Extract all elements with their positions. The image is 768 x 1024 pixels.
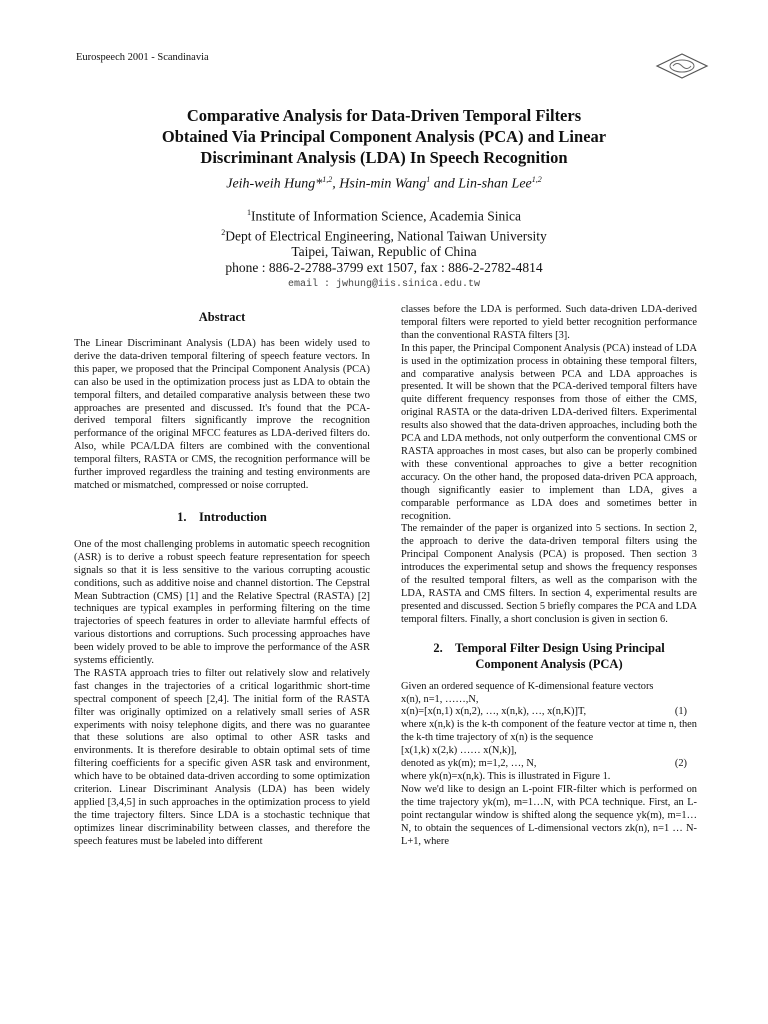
section-2-line-7: where yk(n)=x(n,k). This is illustrated in Figure 1.: [401, 771, 611, 782]
equation-1: [401, 706, 697, 719]
contact-email: email : jwhung@iis.sinica.edu.tw: [287, 279, 481, 290]
equation-2: [401, 758, 697, 771]
title-line-2: Obtained Via Principal Component Analysis (PCA) and Linear: [161, 127, 607, 146]
section-2-line-4: where x(n,k) is the k-th component of the feature vector at time n, then the k-th time trajectory of x(n) is the sequence: [401, 719, 697, 744]
left-column: [74, 309, 370, 849]
eurospeech-logo-icon: [655, 52, 709, 80]
author-separator: and: [430, 176, 459, 192]
affiliations: [100, 205, 668, 293]
author-3-affil: 1,2: [531, 175, 542, 184]
affiliation-1: [100, 205, 668, 225]
section-2-line-1: Given an ordered sequence of K-dimensional feature vectors: [401, 680, 654, 692]
equation-2-text: denoted as yk(m); m=1,2, …, N,: [401, 758, 537, 770]
affiliation-marker: 1: [247, 208, 252, 217]
abstract-heading: Abstract: [198, 310, 246, 324]
intro-paragraph-1: One of the most challenging problems in automatic speech recognition (ASR) is to derive a robust speech feature representation for speech signals so that it is less sensitive to the various corrupting acoustic conditions, such as additive noise and channel distortion. The Cepstral Mean Subtraction (CMS) [1] and the Relative Spectral (RASTA) [2] techniques are typical examples in performing filtering on the time trajectories of speech features in order to alleviate harmful effects of various distortions and corruptions. Such processing approaches have been widely proved to be able to improve the performance of the ASR systems efficiently.: [74, 538, 370, 667]
author-1: Jeih-weih Hung*: [226, 176, 323, 192]
author-list: [100, 175, 668, 193]
affiliation-marker: 2: [221, 227, 226, 237]
intro-paragraph-5: The remainder of the paper is organized into 5 sections. In section 2, the approach to derive the data-driven temporal filters using the Principal Component Analysis (PCA) is proposed. Then section 3 introduces the experimental setup and shows the frequency responses of the resulted temporal filters, as well as the comparison with the LDA, RASTA and CMS filters. In section 4, experimental results are presented and discussed. Section 5 briefly compares the PCA and LDA temporal filters. Finally, a short conclusion is given in section 6.: [401, 523, 697, 625]
section-2-line-8: Now we'd like to design an L-point FIR-filter which is performed on the time trajectory yk(m), m=1…N, with PCA technique. First, an L-point rectangular window is shifted along the sequence yk(m), m=1…N, to obtain the sequences of L-dimensional vectors zk(n), n=1 … N-L+1, where: [401, 783, 697, 847]
contact-phone: phone : 886-2-2788-3799 ext 1507, fax : 886-2-2782-4814: [225, 260, 543, 275]
section-2-line-2: x(n), n=1, ……,N,: [401, 693, 479, 705]
paper-title: [100, 105, 668, 168]
affiliation-2-text: Dept of Electrical Engineering, National Taiwan University: [225, 228, 547, 243]
affiliation-1-text: Institute of Information Science, Academia Sinica: [251, 208, 521, 224]
author-2-affil: 1: [426, 175, 431, 184]
affiliation-2: [100, 225, 668, 245]
abstract-text: The Linear Discriminant Analysis (LDA) has been widely used to derive the data-driven temporal filtering of speech feature vectors. In this paper, we proposed that the Principal Component Analysis (PCA) can also be used in the optimization process just as LDA to obtain the temporal filters, and detailed comparative analysis between these two approaches are presented and discussed. It's found that the PCA-derived temporal filters significantly improve the recognition performance of the original MFCC features as LDA-derived filters do. Also, while PCA/LDA filters are combined with the conventional temporal filters, RASTA or CMS, the recognition performance will be further improved regardless the training and testing environments are matched or mismatched, compressed or noise corrupted.: [74, 338, 370, 491]
equation-1-number: (1): [674, 706, 687, 718]
title-line-1: Comparative Analysis for Data-Driven Temporal Filters: [186, 106, 582, 125]
intro-paragraph-2: The RASTA approach tries to filter out relatively slow and relatively fast changes in the trajectories of a critical logarithmic short-time spectral component of speech [2,4]. The initial form of the RASTA filter was originally optimized on a relatively small series of ASR experiments with noisy telephone digits, and there was no guarantee that these solutions are also optimal to other ASR tasks and environments. It is therefore desirable to obtain optimal sets of time filtering coefficients for a specific given ASR task and environment, which have to be obtained data-driven according to some optimization criterion. Linear Discriminant Analysis (LDA) has been widely applied [3,4,5] in such approaches in the optimization process to yield the time trajectory filters. Since LDA is a stochastic technique that optimizes linear discriminability between classes, and therefore the speech features must be labeled into different: [74, 667, 370, 847]
author-2: Hsin-min Wang: [339, 176, 427, 192]
equation-2-number: (2): [674, 758, 687, 770]
author-separator: ,: [332, 176, 340, 192]
author-1-affil: 1,2: [322, 175, 333, 184]
affiliation-location: Taipei, Taiwan, Republic of China: [291, 244, 477, 259]
right-column: [401, 304, 697, 848]
intro-paragraph-4: In this paper, the Principal Component Analysis (PCA) instead of LDA is used in the optimization process in obtaining these temporal filters, and comparative analysis between PCA and LDA approaches is presented. It will be shown that the PCA-derived temporal filters have quite different frequency responses from those of either the CMS, original RASTA or the data-driven LDA-derived filters. Experimental results also showed that the data-driven approaches, including both the PCA and LDA methods, not only outperform the conventional CMS or RASTA approaches in most cases, but also can be properly combined with these conventional approaches to give a better recognition accuracy. On the other hand, the proposed data-driven PCA approach, though significantly easier to implement than LDA, gives a comparable performance as LDA does and sometimes better in recognition.: [401, 342, 697, 522]
intro-paragraph-3: classes before the LDA is performed. Such data-driven LDA-derived temporal filters were reported to yield better recognition performance than the conventional RASTA filters [3].: [401, 304, 697, 341]
equation-1-text: x(n)=[x(n,1) x(n,2), …, x(n,k), …, x(n,K)]T,: [401, 706, 587, 718]
section-2-line-5: [x(1,k) x(2,k) …… x(N,k)],: [401, 745, 517, 757]
intro-heading: 1. Introduction: [177, 509, 267, 524]
conference-header: Eurospeech 2001 - Scandinavia: [76, 52, 209, 63]
author-3: Lin-shan Lee: [458, 176, 532, 192]
section-2-heading: 2. Temporal Filter Design Using Principal Component Analysis (PCA): [433, 640, 665, 671]
title-line-3: Discriminant Analysis (LDA) In Speech Recognition: [200, 148, 568, 167]
